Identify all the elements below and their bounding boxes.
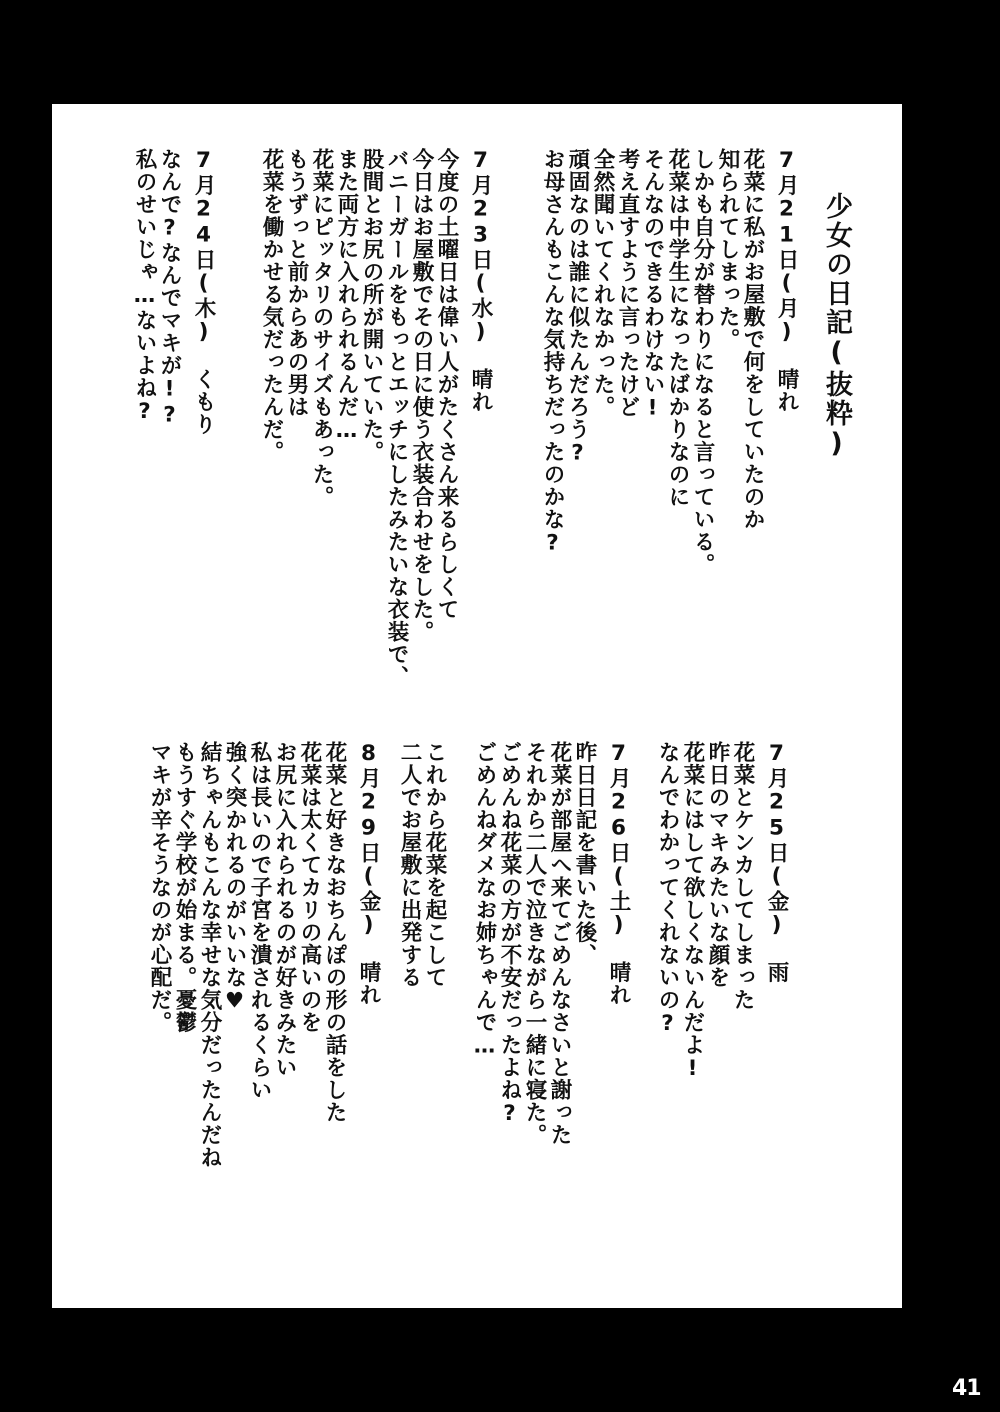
entry-line: 花菜は太くてカリの高いのを — [297, 741, 322, 1034]
entry-line: お母さんもこんな気持ちだったのかな? — [540, 148, 565, 557]
entry-line: 花菜が部屋へ来てごめんなさいと謝った — [547, 741, 572, 1146]
diary-entry-0725 — [655, 741, 789, 1082]
entry-line: バニーガールをもっとエッチにしたみたいな衣装で、 — [384, 148, 409, 688]
entry-line: もうずっと前からあの男は — [284, 148, 309, 418]
entry-line: 花菜と好きなおちんぽの形の話をした — [322, 741, 347, 1124]
entry-line: なんで?なんでマキが!? — [157, 148, 182, 429]
entry-line: 私は長いので子宮を潰されるくらい — [247, 741, 272, 1101]
entry-line: 強く突かれるのがいいな♥ — [222, 741, 247, 1015]
entry-line: 結ちゃんもこんな幸せな気分だったんだね — [197, 741, 222, 1169]
entry-line: しかも自分が替わりになると言っている。 — [690, 148, 715, 576]
entry-line: なんでわかってくれないの? — [655, 741, 680, 1037]
entry-date: 7月25日(金) 雨 — [764, 741, 789, 984]
entry-line: 股間とお尻の所が開いていた。 — [359, 148, 384, 463]
diary-panel — [52, 104, 902, 1308]
diary-entry-0724 — [132, 148, 216, 436]
diary-entry-0829 — [147, 741, 381, 1169]
entry-line: 知られてしまった。 — [715, 148, 740, 351]
entry-line: 今日はお屋敷でその日に使う衣装合わせをした。 — [409, 148, 434, 643]
diary-entry-0723 — [259, 148, 493, 688]
diary-entry-0721 — [540, 148, 799, 576]
entry-line: 考え直すように言ったけど — [615, 148, 640, 418]
entry-line: それから二人で泣きながら一緒に寝た。 — [522, 741, 547, 1146]
entry-line: お尻に入れられるのが好きみたい — [272, 741, 297, 1079]
entry-line: ごめんねダメなお姉ちゃんで… — [472, 741, 497, 1060]
entry-line: 私のせいじゃ…ないよね? — [132, 148, 157, 425]
entry-line: 今度の土曜日は偉い人がたくさん来るらしくて — [434, 148, 459, 621]
entry-line: 全然聞いてくれなかった。 — [590, 148, 615, 418]
entry-line: 昨日日記を書いた後、 — [572, 741, 597, 966]
entry-line: 花菜にピッタリのサイズもあった。 — [309, 148, 334, 508]
entry-line: 花菜にはして欲しくないんだよ! — [680, 741, 705, 1082]
diary-entry-0726 — [397, 741, 631, 1146]
entry-line: ごめんね花菜の方が不安だったよね? — [497, 741, 522, 1127]
entry-date: 7月21日(月) 晴れ — [774, 148, 799, 413]
entry-line: 花菜は中学生になったばかりなのに — [665, 148, 690, 508]
entry-line — [447, 741, 472, 1146]
entry-line: また両方に入れられるんだ… — [334, 148, 359, 444]
entry-date: 7月24日(木) くもり — [191, 148, 216, 436]
entry-date: 8月29日(金) 晴れ — [356, 741, 381, 1006]
entry-line: そんなのできるわけない! — [640, 148, 665, 422]
entry-date: 7月26日(土) 晴れ — [606, 741, 631, 1006]
entry-date: 7月23日(水) 晴れ — [468, 148, 493, 413]
entry-line: 頑固なのは誰に似たんだろう? — [565, 148, 590, 467]
entry-line: 花菜を働かせる気だったんだ。 — [259, 148, 284, 463]
entry-line: これから花菜を起こして — [422, 741, 447, 989]
entry-line: もうすぐ学校が始まる。憂鬱 — [172, 741, 197, 1034]
entry-line: 花菜とケンカしてしまった — [730, 741, 755, 1011]
entry-line: 花菜に私がお屋敷で何をしていたのか — [740, 148, 765, 531]
entry-line: 昨日のマキみたいな顔を — [705, 741, 730, 989]
entry-line: 二人でお屋敷に出発する — [397, 741, 422, 989]
entry-line: マキが辛そうなのが心配だ。 — [147, 741, 172, 1034]
page-number: 41 — [952, 1376, 981, 1401]
diary-title: 少女の日記(抜粋) — [821, 192, 852, 461]
